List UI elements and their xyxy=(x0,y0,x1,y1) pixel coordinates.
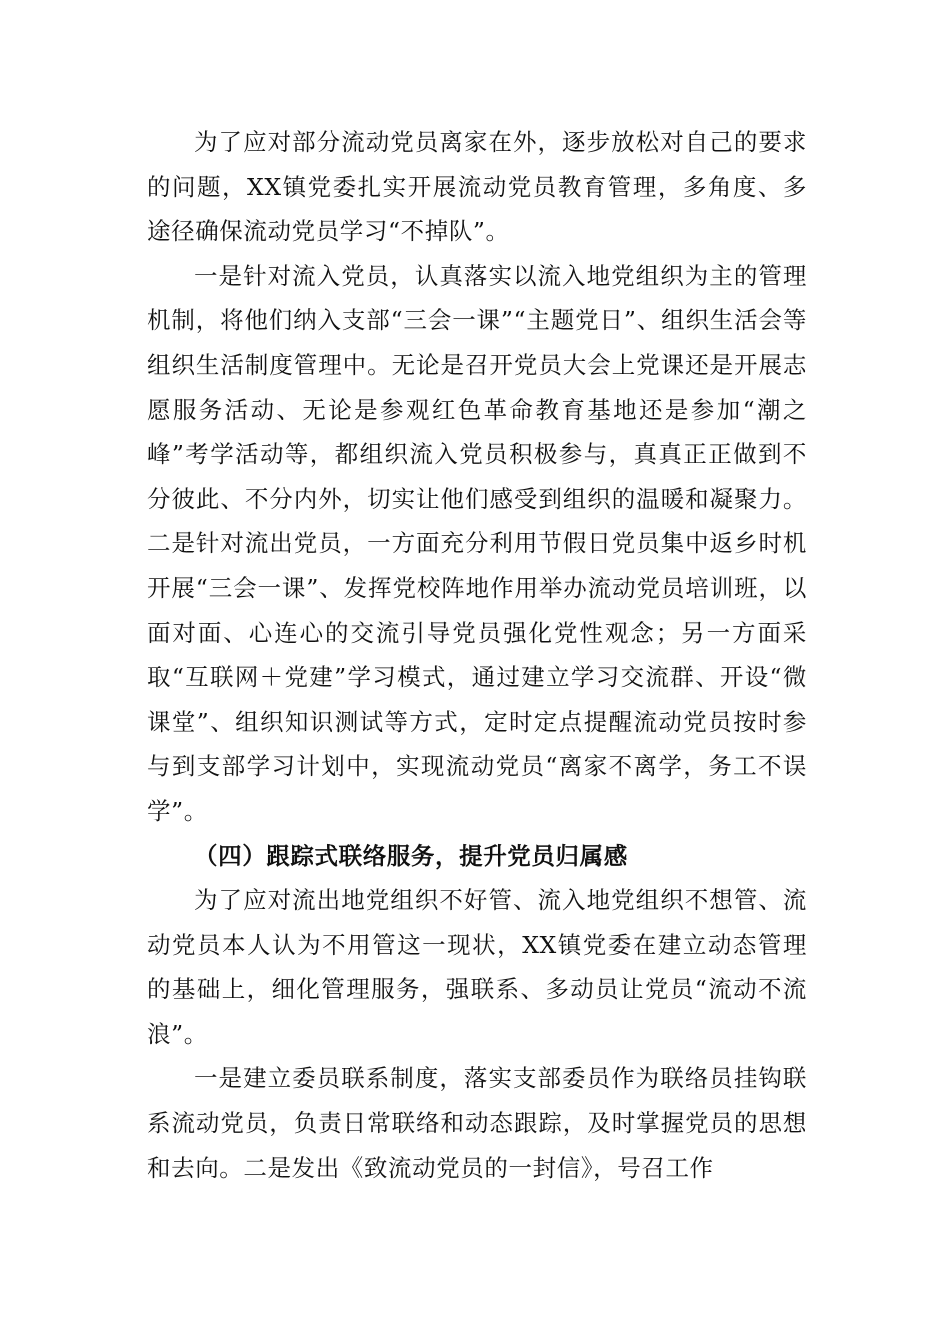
paragraph-intro: 为了应对部分流动党员离家在外，逐步放松对自己的要求的问题，XX镇党委扎实开展流动党员教育管理，多角度、多途径确保流动党员学习“不掉队”。 xyxy=(147,128,807,246)
paragraph-liaison-system: 一是建立委员联系制度，落实支部委员作为联络员挂钩联系流动党员，负责日常联络和动态跟踪，及时掌握党员的思想和去向。二是发出《致流动党员的一封信》，号召工作 xyxy=(147,1064,807,1182)
document-page xyxy=(147,120,807,1190)
paragraph-education-management: 一是针对流入党员，认真落实以流入地党组织为主的管理机制，将他们纳入支部“三会一课”“主题党日”、组织生活会等组织生活制度管理中。无论是召开党员大会上党课还是开展志愿服务活动、无论是参观红色革命教育基地还是参加“潮之峰”考学活动等，都组织流入党员积极参与，真真正正做到不分彼此、不分内外，切实让他们感受到组织的温暖和凝聚力。二是针对流出党员，一方面充分利用节假日党员集中返乡时机开展“三会一课”、发挥党校阵地作用举办流动党员培训班，以面对面、心连心的交流引导党员强化党性观念；另一方面采取“互联网＋党建”学习模式，通过建立学习交流群、开设“微课堂”、组织知识测试等方式，定时定点提醒流动党员按时参与到支部学习计划中，实现流动党员“离家不离学，务工不误学”。 xyxy=(147,261,807,825)
section-heading-tracking-service: （四）跟踪式联络服务，提升党员归属感 xyxy=(194,841,628,870)
paragraph-tracking-intro: 为了应对流出地党组织不好管、流入地党组织不想管、流动党员本人认为不用管这一现状，XX镇党委在建立动态管理的基础上，细化管理服务，强联系、多动员让党员“流动不流浪”。 xyxy=(147,886,807,1048)
